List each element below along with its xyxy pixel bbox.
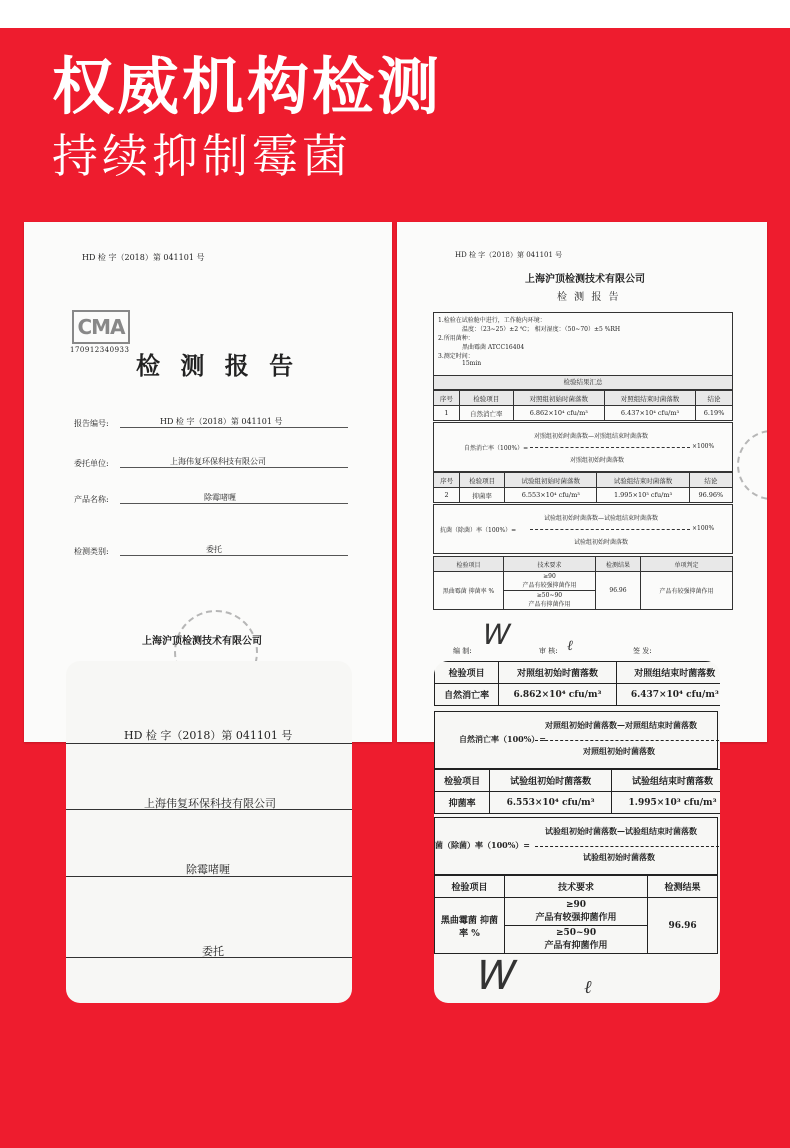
table-cell: 抑菌率 bbox=[460, 488, 505, 503]
zoom-card-results bbox=[434, 661, 720, 1003]
formula-bar bbox=[535, 740, 719, 741]
doc-number-top: HD 检 字（2018）第 041101 号 bbox=[455, 251, 563, 259]
table-header-cell: 技术要求 bbox=[504, 557, 596, 572]
formula-label: 菌（除菌）率（100%）= bbox=[435, 840, 531, 850]
formula-multiplier: ×100% bbox=[692, 525, 715, 532]
field-underline bbox=[120, 555, 348, 556]
requirement-strong-desc: 产品有较强抑菌作用 bbox=[522, 582, 577, 589]
field-value-report-no: HD 检 字（2018）第 041101 号 bbox=[160, 417, 283, 426]
formula-bar bbox=[530, 447, 690, 448]
table-header-cell: 对照组结束时菌落数 bbox=[604, 391, 695, 406]
condition-line: 温度：（23~25）±2 ℃； 相对湿度：（50~70）±5 %RH bbox=[462, 326, 621, 333]
table-header-cell: 试验组结束时菌落数 bbox=[612, 770, 720, 792]
signature-icon: Ꮃ bbox=[474, 953, 513, 999]
condition-line: 2.所用菌种： bbox=[438, 335, 474, 342]
results-table-3 bbox=[433, 556, 733, 610]
signature-icon: ℓ bbox=[567, 638, 573, 654]
table-cell: 96.96% bbox=[689, 488, 732, 503]
table-cell: 6.553×10⁴ cfu/m³ bbox=[505, 488, 597, 503]
table-header-cell: 序号 bbox=[434, 473, 460, 488]
table-cell: 6.19% bbox=[696, 406, 733, 421]
signature-icon: ℓ bbox=[584, 977, 592, 998]
table-cell: 6.437×10⁴ cfu/m³ bbox=[604, 406, 695, 421]
table-header-cell: 检验项目 bbox=[460, 473, 505, 488]
table-header-cell: 检验项目 bbox=[435, 876, 505, 898]
sign-label-issue: 签 发: bbox=[633, 647, 652, 655]
table-cell: 1.995×10³ cfu/m³ bbox=[597, 488, 689, 503]
formula-numerator: 对照组初始时菌落数—对照组结束时菌落数 bbox=[534, 433, 649, 440]
table-cell: 2 bbox=[434, 488, 460, 503]
table-cell: 96.96 bbox=[648, 898, 718, 954]
table-cell: 自然消亡率 bbox=[459, 406, 513, 421]
formula-numerator: 对照组初始时菌落数—对照组结束时菌落数 bbox=[545, 720, 697, 730]
table-header-cell: 序号 bbox=[434, 391, 460, 406]
report-title: 检 测 报 告 bbox=[557, 292, 621, 303]
table-header-cell: 试验组结束时菌落数 bbox=[597, 473, 689, 488]
formula-box-2 bbox=[433, 504, 733, 554]
formula-label: 自然消亡率（100%）= bbox=[459, 734, 547, 744]
formula-denominator: 对照组初始时菌落数 bbox=[570, 457, 625, 464]
table-cell: 1.995×10³ cfu/m³ bbox=[612, 792, 720, 814]
condition-line: 1.检验在试验舱中进行，工作舱内环境： bbox=[438, 317, 546, 324]
requirement-normal-desc: 产品有抑菌作用 bbox=[528, 601, 571, 608]
formula-multiplier: ×100% bbox=[692, 443, 715, 450]
condition-line: 15min bbox=[462, 360, 482, 367]
table-cell: 6.862×10⁴ cfu/m³ bbox=[499, 684, 616, 706]
sign-label-review: 审 核: bbox=[539, 647, 558, 655]
table-cell: 1 bbox=[434, 406, 460, 421]
zoom-client: 上海伟复环保科技有限公司 bbox=[144, 797, 276, 810]
field-underline bbox=[120, 467, 348, 468]
table-cell bbox=[504, 572, 596, 591]
issuer-name: 上海沪顶检测技术有限公司 bbox=[142, 636, 262, 647]
zoom-category: 委托 bbox=[202, 945, 224, 958]
table-cell: 产品有较强抑菌作用 bbox=[641, 572, 733, 610]
cma-logo: CMA bbox=[72, 310, 130, 344]
official-seal-icon bbox=[737, 430, 767, 500]
test-conditions-box bbox=[433, 312, 733, 376]
zoom-table-1 bbox=[434, 661, 720, 706]
field-underline bbox=[66, 876, 352, 877]
cma-number: 170912340933 bbox=[70, 346, 130, 354]
table-cell bbox=[505, 926, 648, 954]
table-header-cell: 检验项目 bbox=[459, 391, 513, 406]
table-cell: 黑曲霉菌 抑菌率 % bbox=[435, 898, 505, 954]
field-value-category: 委托 bbox=[206, 545, 222, 554]
field-underline bbox=[66, 743, 352, 744]
doc-number-top: HD 检 字（2018）第 041101 号 bbox=[82, 253, 205, 262]
table-header-cell: 试验组初始时菌落数 bbox=[490, 770, 612, 792]
sign-label-prepared: 编 制: bbox=[453, 647, 472, 655]
requirement-normal: ≥50~90 bbox=[536, 592, 563, 599]
formula-denominator: 试验组初始时菌落数 bbox=[583, 852, 655, 862]
table-cell: 6.553×10⁴ cfu/m³ bbox=[490, 792, 612, 814]
table-cell: 黑曲霉菌 抑菌率 % bbox=[434, 572, 504, 610]
field-label-client: 委托单位: bbox=[74, 459, 109, 468]
table-header-cell: 对照组结束时菌落数 bbox=[616, 662, 720, 684]
signature-icon: Ꮃ bbox=[481, 618, 508, 651]
headline bbox=[52, 50, 442, 184]
zoom-table-2 bbox=[434, 769, 720, 814]
formula-numerator: 试验组初始时菌落数—试验组结束时菌落数 bbox=[545, 826, 697, 836]
summary-title: 检验结果汇总 bbox=[433, 376, 733, 390]
formula-denominator: 试验组初始时菌落数 bbox=[574, 539, 629, 546]
field-underline bbox=[120, 427, 348, 428]
field-label-report-no: 报告编号: bbox=[74, 419, 109, 428]
zoom-doc-number: HD 检 字（2018）第 041101 号 bbox=[124, 729, 293, 742]
results-table-2 bbox=[433, 472, 733, 503]
requirement-normal: ≥50~90 bbox=[555, 928, 597, 938]
zoom-product: 除霉啫喱 bbox=[186, 863, 230, 876]
field-label-category: 检测类别: bbox=[74, 547, 109, 556]
field-underline bbox=[120, 503, 348, 504]
table-cell: 96.96 bbox=[595, 572, 640, 610]
requirement-strong: ≥90 bbox=[565, 900, 587, 910]
zoom-card-cover bbox=[66, 661, 352, 1003]
report-title: 检 测 报 告 bbox=[136, 351, 300, 380]
table-cell: 6.862×10⁴ cfu/m³ bbox=[513, 406, 604, 421]
formula-denominator: 对照组初始时菌落数 bbox=[583, 746, 655, 756]
requirement-strong: ≥90 bbox=[543, 573, 556, 580]
requirement-strong-desc: 产品有较强抑菌作用 bbox=[535, 913, 617, 923]
top-strip bbox=[0, 0, 790, 28]
page-subtitle: 持续抑制霉菌 bbox=[52, 129, 352, 183]
table-header-cell: 检测结果 bbox=[595, 557, 640, 572]
field-label-product: 产品名称: bbox=[74, 495, 109, 504]
table-cell: 6.437×10⁴ cfu/m³ bbox=[616, 684, 720, 706]
zoom-table-3 bbox=[434, 875, 718, 954]
table-header-cell: 检验项目 bbox=[434, 557, 504, 572]
table-header-cell: 检验项目 bbox=[435, 770, 490, 792]
field-underline bbox=[66, 957, 352, 958]
formula-bar bbox=[530, 529, 690, 530]
field-underline bbox=[66, 809, 352, 810]
table-header-cell: 试验组初始时菌落数 bbox=[505, 473, 597, 488]
formula-box-1 bbox=[433, 422, 733, 472]
table-cell bbox=[505, 898, 648, 926]
table-header-cell: 对照组初始时菌落数 bbox=[513, 391, 604, 406]
table-cell: 抑菌率 bbox=[435, 792, 490, 814]
formula-numerator: 试验组初始时菌落数—试验组结束时菌落数 bbox=[544, 515, 659, 522]
requirement-normal-desc: 产品有抑菌作用 bbox=[544, 941, 608, 951]
page-title: 权威机构检测 bbox=[52, 50, 443, 123]
table-cell: 自然消亡率 bbox=[435, 684, 499, 706]
results-table-1 bbox=[433, 390, 733, 421]
condition-line: 黑曲霉菌 ATCC16404 bbox=[462, 344, 525, 351]
table-cell bbox=[504, 591, 596, 610]
table-header-cell: 检测结果 bbox=[648, 876, 718, 898]
table-header-cell: 技术要求 bbox=[505, 876, 648, 898]
formula-label: 自然消亡率（100%）= bbox=[464, 445, 529, 452]
zoom-formula-box-1 bbox=[434, 711, 718, 769]
field-value-client: 上海伟复环保科技有限公司 bbox=[170, 457, 266, 466]
company-name: 上海沪顶检测技术有限公司 bbox=[525, 274, 645, 285]
zoom-formula-box-2 bbox=[434, 817, 718, 875]
table-header-cell: 结论 bbox=[696, 391, 733, 406]
table-header-cell: 对照组初始时菌落数 bbox=[499, 662, 616, 684]
formula-label: 抗菌（除菌）率（100%）= bbox=[440, 527, 517, 534]
table-header-cell: 检验项目 bbox=[435, 662, 499, 684]
field-value-product: 除霉啫喱 bbox=[204, 493, 236, 502]
formula-bar bbox=[535, 846, 719, 847]
table-header-cell: 结论 bbox=[689, 473, 732, 488]
condition-line: 3.测定时间： bbox=[438, 353, 474, 360]
table-header-cell: 单项判定 bbox=[641, 557, 733, 572]
